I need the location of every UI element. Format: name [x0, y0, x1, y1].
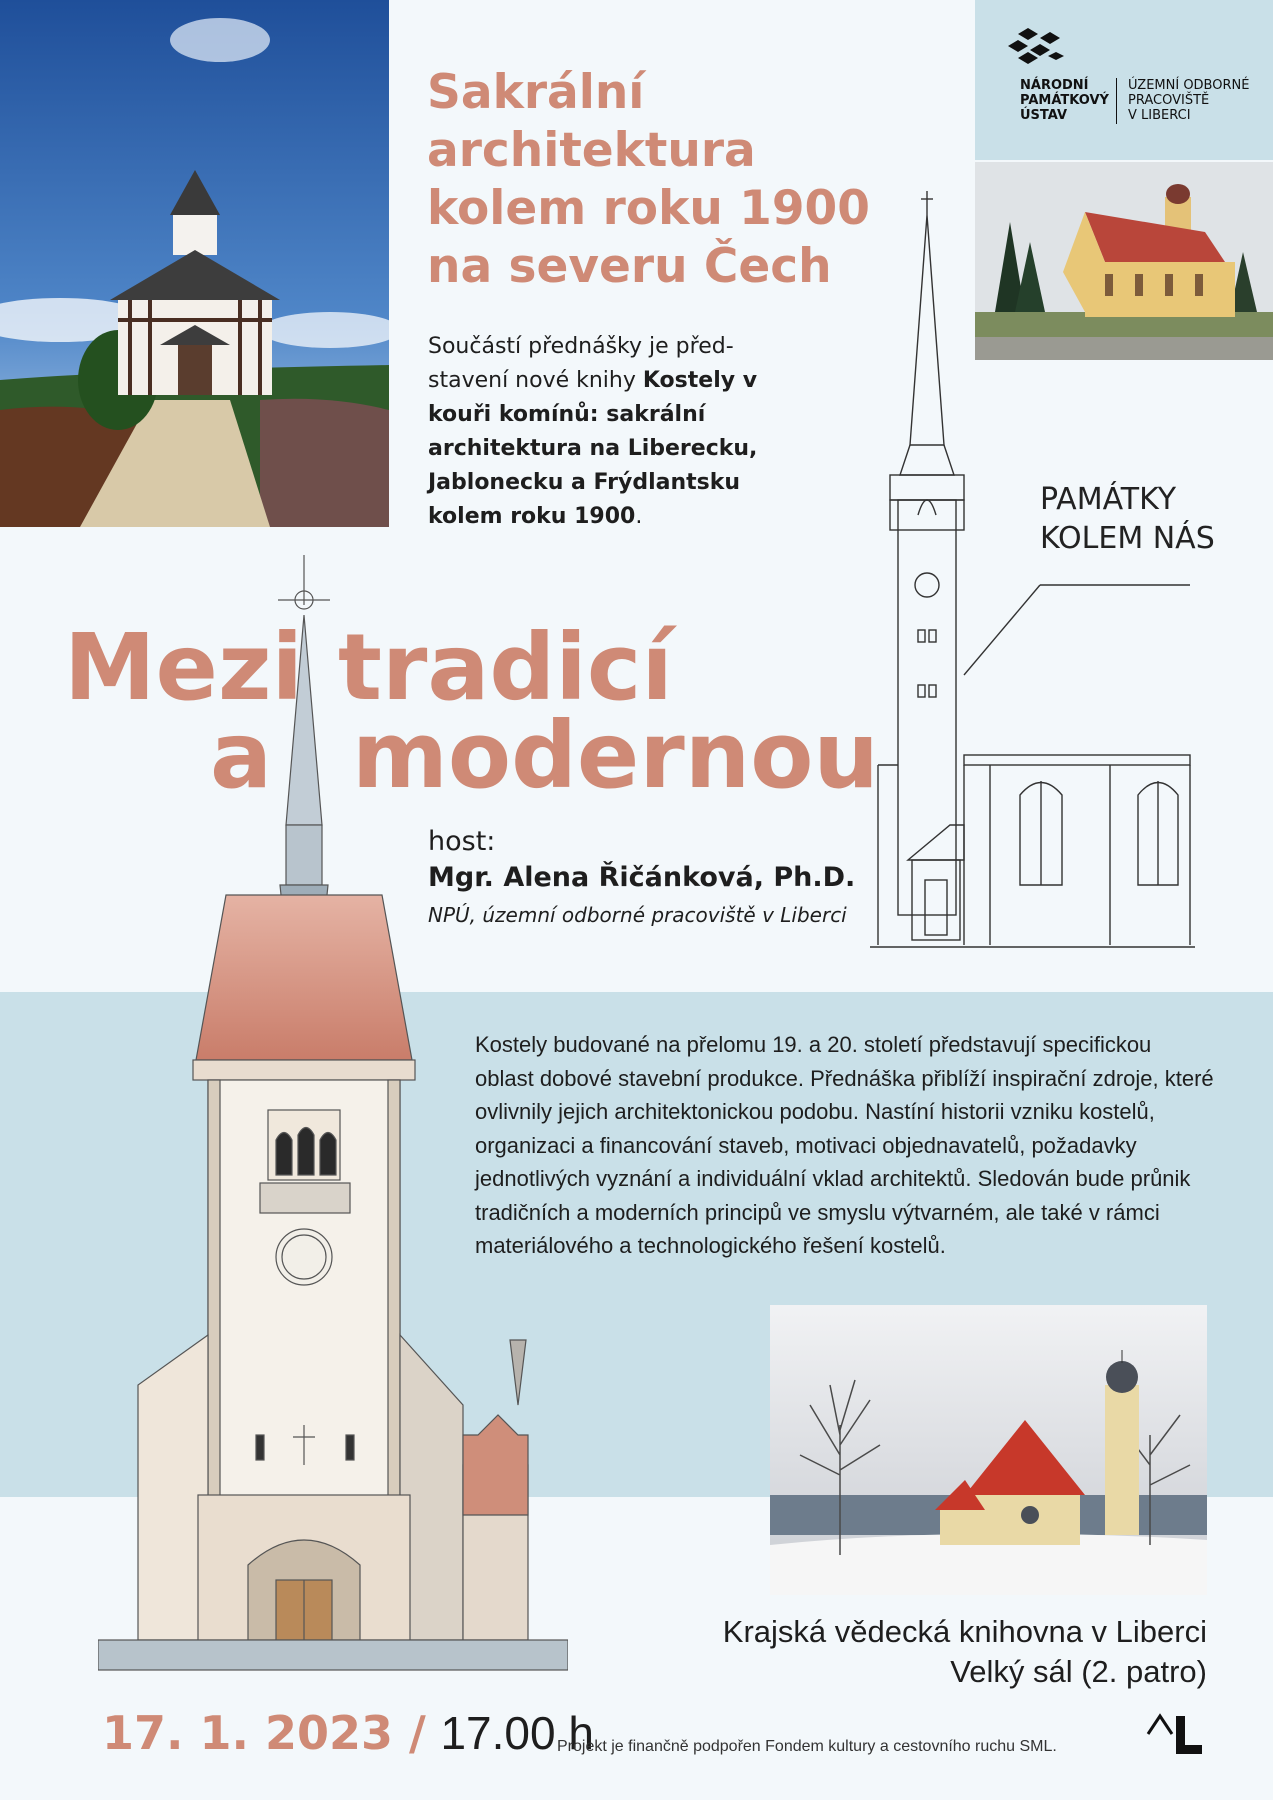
wooden-chapel-photo: [0, 0, 389, 527]
guest-affiliation: NPÚ, územní odborné pracoviště v Liberci: [428, 903, 847, 927]
venue: Krajská vědecká knihovna v Liberci Velký sál (2. patro): [722, 1614, 1207, 1689]
library-logo-icon: [1146, 1712, 1204, 1756]
church-line-drawing: [860, 185, 1200, 950]
lecture-description: Kostely budované na přelomu 19. a 20. století představují specifickou oblast dobové stavební produkce. Přednáška přiblíží inspirační zdroje, které ovlivnily jejich architektonickou podobu. Nastíní historii vzniku kostelů, organizaci a financování staveb, motivaci objednavatelů, požadavky jednotlivých vyznání a individuální vklad architektů. Sledován bude průnik tradičních a moderních principů ve smyslu výtvarném, ale také v rámci materiálového a technologického řešení kostelů.: [475, 1032, 1214, 1258]
subtitle: Sakrální architektura kolem roku 1900 na severu Čech: [427, 65, 870, 294]
guest-label: host:: [428, 826, 496, 857]
main-title-word-1: Mezi: [64, 614, 304, 721]
event-time: 17.00 h: [440, 1707, 594, 1759]
event-datetime: [102, 1706, 594, 1760]
npu-logo-icon: [1004, 28, 1068, 72]
red-church-photo: [770, 1305, 1207, 1595]
intro-text: Součástí přednášky je před-stavení nové knihy Kostely v kouři komínů: sakrální architektura na Liberecku, Jablonecku a Frýdlantsku kolem roku 1900.: [428, 334, 758, 529]
logo-office-name: ÚZEMNÍ ODBORNÉ PRACOVIŠTĚ V LIBERCI: [1128, 78, 1250, 123]
main-title-word-2: tradicí: [338, 614, 673, 721]
series-label: PAMÁTKY KOLEM NÁS: [1040, 482, 1215, 556]
main-title-word-3: a: [210, 702, 273, 809]
book-title: Kostely v kouři komínů: sakrální architektura na Liberecku, Jablonecku a Frýdlantsku kolem roku 1900: [428, 368, 758, 529]
event-date: 17. 1. 2023 /: [102, 1706, 426, 1760]
logo-institute-name: NÁRODNÍ PAMÁTKOVÝ ÚSTAV: [1020, 78, 1109, 123]
logo-divider: [1116, 78, 1117, 124]
main-title-word-4: modernou: [352, 702, 879, 809]
guest-name: Mgr. Alena Řičánková, Ph.D.: [428, 862, 856, 893]
funding-note: Projekt je finančně podpořen Fondem kultury a cestovního ruchu SML.: [557, 1738, 1057, 1755]
